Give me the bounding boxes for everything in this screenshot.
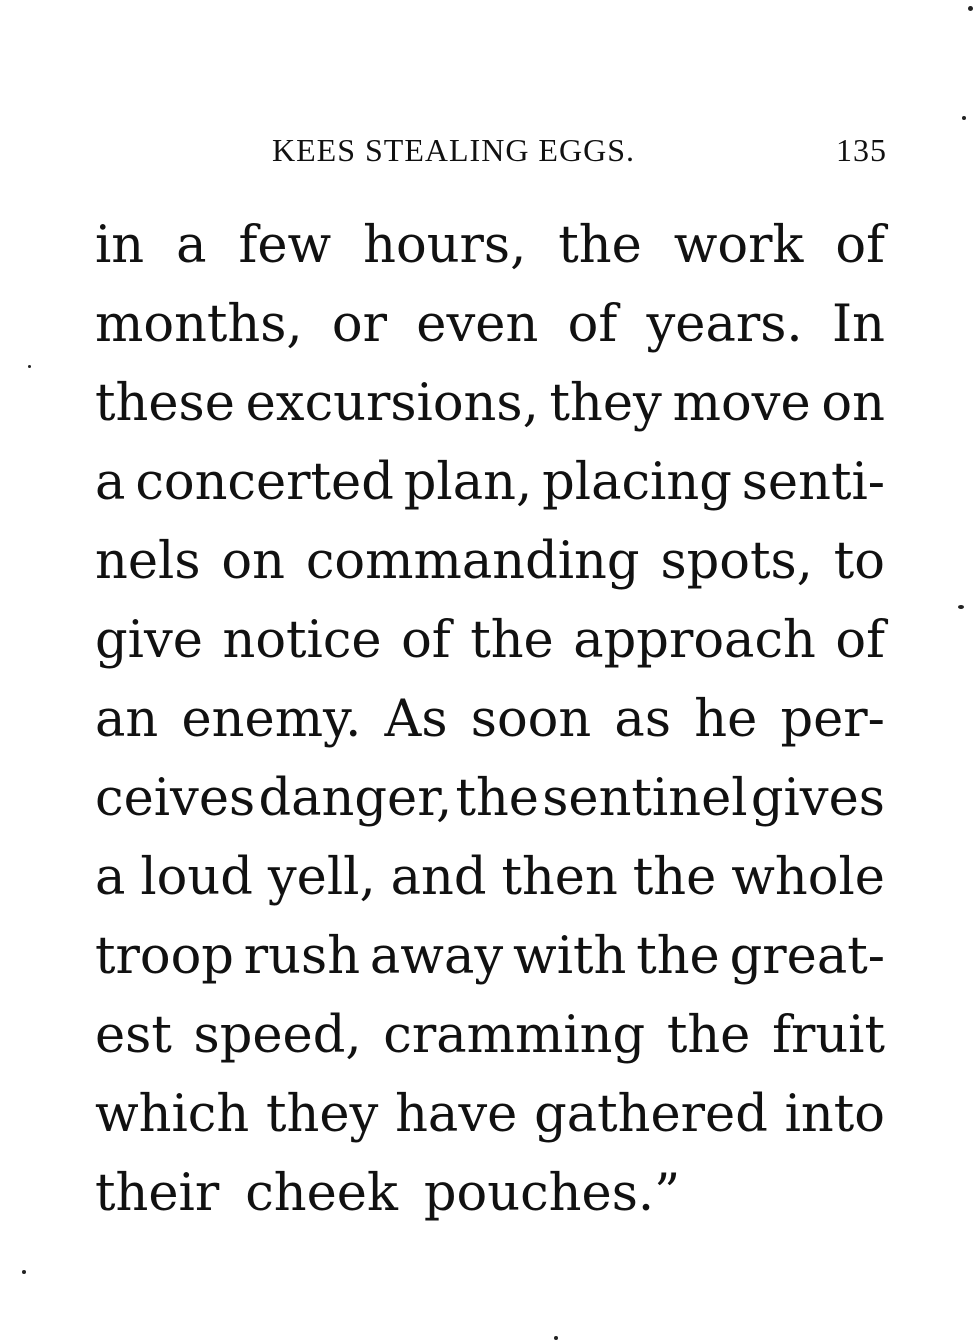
word: the (470, 611, 554, 670)
word: or (331, 295, 388, 354)
word: then (501, 848, 618, 907)
text-line (95, 917, 885, 996)
word: gives (750, 769, 885, 828)
word: danger, (258, 769, 453, 828)
word: into (784, 1085, 885, 1144)
word: pouches.” (423, 1164, 681, 1223)
word: even (416, 295, 539, 354)
word: spots, (660, 532, 813, 591)
word: As (384, 690, 448, 749)
word: yell, (267, 848, 376, 907)
word: troop (95, 927, 234, 986)
scan-speck (968, 6, 973, 11)
word: In (831, 295, 885, 354)
word: have (395, 1085, 518, 1144)
word: of (401, 611, 451, 670)
word: fruit (772, 1006, 885, 1065)
word: a (95, 453, 126, 512)
text-line (95, 285, 885, 364)
word: hours, (363, 216, 527, 275)
word: with (513, 927, 627, 986)
word: of (835, 611, 885, 670)
word: commanding (305, 532, 640, 591)
word: speed, (193, 1006, 362, 1065)
scan-speck (22, 1270, 26, 1274)
word: their (95, 1164, 220, 1223)
word: in (95, 216, 145, 275)
word: give (95, 611, 203, 670)
word: placing (542, 453, 732, 512)
word: an (95, 690, 159, 749)
scan-speck (962, 116, 966, 120)
word: of (835, 216, 885, 275)
word: concerted (135, 453, 394, 512)
text-line (95, 364, 885, 443)
word: loud (140, 848, 253, 907)
word: the (632, 848, 717, 907)
word: on (221, 532, 285, 591)
body-paragraph (95, 206, 885, 1233)
word: a (95, 848, 126, 907)
running-title: KEES STEALING EGGS. (272, 132, 635, 168)
word: nels (95, 532, 201, 591)
word: cramming (383, 1006, 646, 1065)
word: months, (95, 295, 303, 354)
word: plan, (403, 453, 533, 512)
text-line (95, 838, 885, 917)
word: and (390, 848, 487, 907)
word: move (672, 374, 811, 433)
text-line (95, 1154, 885, 1233)
word: notice (222, 611, 382, 670)
running-head (272, 132, 887, 172)
word: approach (573, 611, 816, 670)
word: the (666, 1006, 751, 1065)
word: to (833, 532, 885, 591)
word: they (265, 1085, 379, 1144)
word: a (176, 216, 207, 275)
word: on (821, 374, 885, 433)
word: years. (646, 295, 803, 354)
text-line (95, 996, 885, 1075)
word: these (95, 374, 235, 433)
word: per- (780, 690, 885, 749)
word: senti- (741, 453, 885, 512)
text-line (95, 443, 885, 522)
word: away (369, 927, 504, 986)
word: soon (470, 690, 592, 749)
word: the (455, 769, 539, 828)
word: of (567, 295, 618, 354)
word: ceives (95, 769, 256, 828)
text-line (95, 522, 885, 601)
word: few (238, 216, 332, 275)
word: excursions, (245, 374, 539, 433)
scan-speck (554, 1336, 558, 1340)
page-number: 135 (836, 132, 887, 168)
word: whole (731, 848, 885, 907)
text-line (95, 759, 885, 838)
word: gathered (534, 1085, 768, 1144)
text-line (95, 680, 885, 759)
scan-speck (28, 365, 31, 368)
word: he (694, 690, 758, 749)
word: est (95, 1006, 172, 1065)
text-line (95, 206, 885, 285)
word: as (614, 690, 671, 749)
word: the (636, 927, 720, 986)
word: enemy. (181, 690, 362, 749)
word: rush (243, 927, 361, 986)
word: sentinel (542, 769, 748, 828)
text-line (95, 601, 885, 680)
word: work (673, 216, 804, 275)
text-line (95, 1075, 885, 1154)
word: they (549, 374, 662, 433)
word: great- (729, 927, 885, 986)
word: which (95, 1085, 250, 1144)
word: cheek (245, 1164, 398, 1223)
scan-speck (958, 605, 964, 609)
word: the (558, 216, 642, 275)
